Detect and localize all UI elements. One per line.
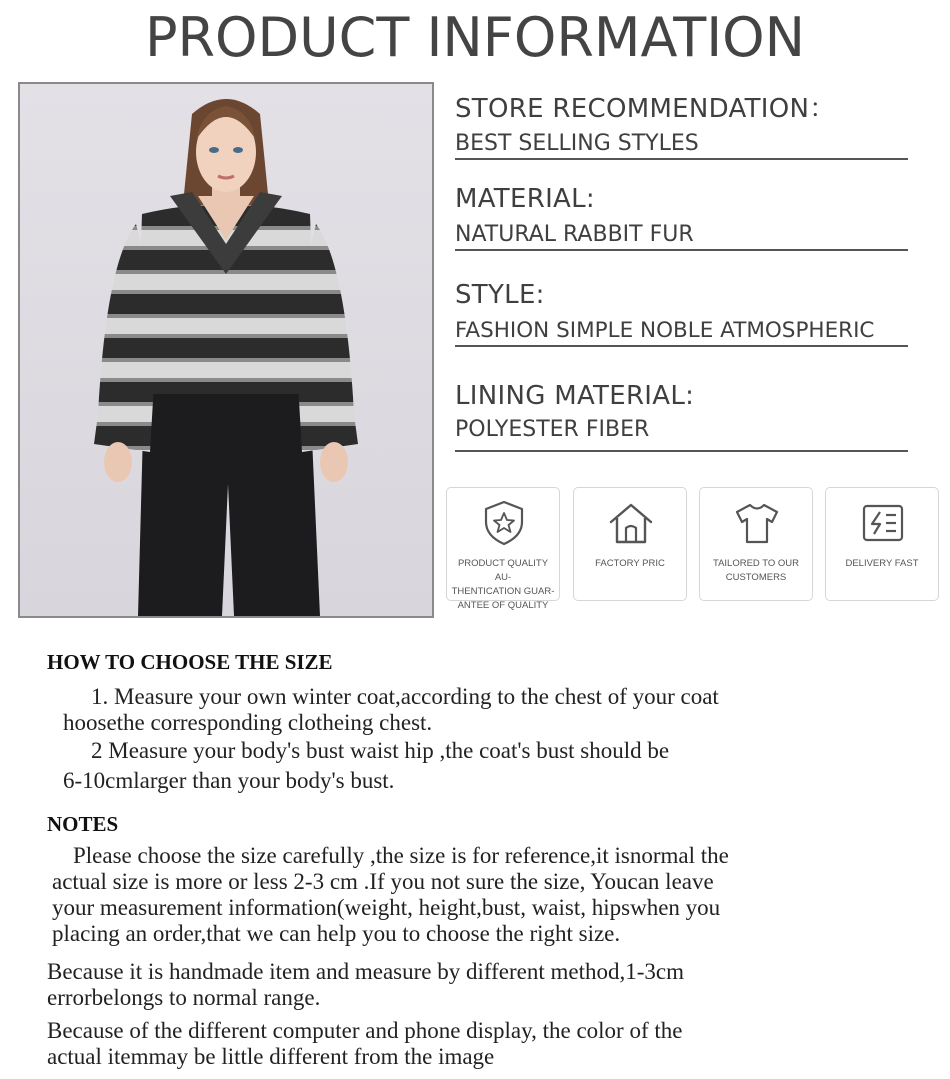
badge-label: DELIVERY FAST: [845, 558, 919, 569]
spec-heading: STYLE:: [455, 280, 545, 310]
house-icon: [606, 498, 656, 548]
shield-star-icon: [479, 498, 529, 548]
spec-value: NATURAL RABBIT FUR: [455, 222, 908, 251]
badge-label: PRODUCT QUALITY AU- THENTICATION GUAR- ANTEE OF QUALITY: [451, 558, 555, 611]
badge-label: FACTORY PRIC: [595, 558, 665, 569]
tshirt-icon: [732, 498, 782, 548]
spec-material: [455, 184, 908, 251]
model-illustration: [20, 84, 432, 616]
spec-heading: STORE RECOMMENDATION：: [455, 94, 836, 124]
badge-tailored: [699, 487, 813, 601]
badge-quality: [446, 487, 560, 611]
size-guide-text: 1. Measure your own winter coat,according to the chest of your coat hoosethe corresponding clotheing chest. 2 Measure your body's bust waist hip ,the coat's bust should be: [63, 684, 719, 763]
spec-value: POLYESTER FIBER: [455, 417, 908, 452]
badge-label: TAILORED TO OUR CUSTOMERS: [712, 558, 800, 583]
page-title: PRODUCT INFORMATION: [144, 6, 806, 69]
spec-heading: LINING MATERIAL:: [455, 381, 695, 411]
product-photo: [18, 82, 434, 618]
delivery-icon: [858, 498, 908, 548]
size-guide-text-end: 6-10cmlarger than your body's bust.: [63, 768, 395, 793]
size-guide-heading: HOW TO CHOOSE THE SIZE: [47, 650, 333, 674]
notes-paragraph-3: Because of the different computer and phone display, the color of the actual itemmay be little different from the image: [47, 1018, 683, 1069]
notes-heading: NOTES: [47, 812, 119, 836]
spec-store-recommendation: [455, 88, 908, 160]
spec-heading: MATERIAL:: [455, 184, 595, 214]
notes-paragraph-2: Because it is handmade item and measure by different method,1-3cm errorbelongs to normal range.: [47, 959, 684, 1010]
spec-value: BEST SELLING STYLES: [455, 131, 908, 160]
badge-delivery: [825, 487, 939, 601]
badge-factory-price: [573, 487, 687, 601]
feature-badges: [446, 487, 946, 611]
spec-value: FASHION SIMPLE NOBLE ATMOSPHERIC: [455, 318, 908, 347]
spec-style: [455, 280, 908, 347]
notes-paragraph-1: Please choose the size carefully ,the size is for reference,it isnormal the actual size is more or less 2-3 cm .If you not sure the size, Youcan leave your measurement information(weight, height,bust, waist, hipswhen you placing an order,that we can help you to choose the right size.: [52, 843, 729, 946]
spec-lining-material: [455, 381, 908, 452]
